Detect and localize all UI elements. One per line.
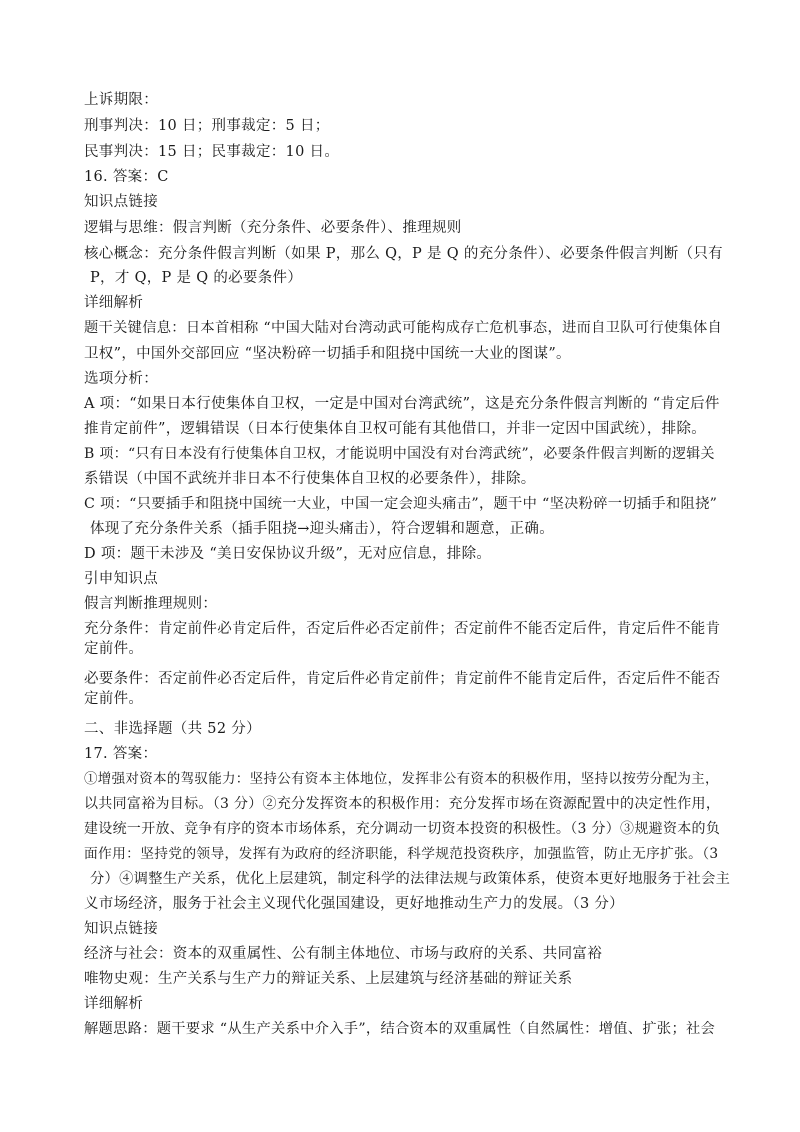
text-line: 刑事判决：10 日；刑事裁定：5 日；: [84, 118, 330, 134]
section-label: 知识点链接: [84, 921, 158, 937]
section-label: 详细解析: [84, 295, 144, 311]
section-label: 知识点链接: [84, 194, 158, 210]
text-line: 以共同富裕为目标。（3 分）②充分发挥资本的积极作用：充分发挥市场在资源配置中的决定性作用，: [84, 796, 721, 812]
answer-heading: 17. 答案：: [84, 746, 158, 762]
text-line: B 项：“只有日本没有行使集体自卫权，才能说明中国没有对台湾武统”，必要条件假言判断的逻辑关: [84, 446, 715, 462]
text-line: 推肯定前件”，逻辑错误（日本行使集体自卫权可能有其他借口，并非一定因中国武统），排除。: [84, 421, 707, 437]
section-label: 选项分析：: [84, 371, 158, 387]
section-label: 详细解析: [84, 996, 144, 1012]
section-heading: 二、非选择题（共 52 分）: [84, 721, 261, 737]
text-line: 体现了充分条件关系（插手阻挠→迎头痛击），符合逻辑和题意，正确。: [90, 521, 554, 537]
text-line: 分）④调整生产关系，优化上层建筑，制定科学的法律法规与政策体系，使资本更好地服务于社会主: [90, 871, 731, 887]
text-line: D 项：题干未涉及 “美日安保协议升级”，无对应信息，排除。: [84, 546, 492, 562]
text-line: 系错误（中国不武统并非日本不行使集体自卫权的必要条件），排除。: [84, 471, 536, 487]
text-line: 民事判决：15 日；民事裁定：10 日。: [84, 144, 340, 160]
text-line: 解题思路：题干要求 “从生产关系中介入手”，结合资本的双重属性（自然属性：增值、扩张；社会: [84, 1021, 716, 1037]
text-line: 唯物史观：生产关系与生产力的辩证关系、上层建筑与经济基础的辩证关系: [84, 971, 573, 987]
text-line: 假言判断推理规则：: [84, 596, 218, 612]
text-line: 经济与社会：资本的双重属性、公有制主体地位、市场与政府的关系、共同富裕: [84, 946, 602, 962]
text-line: 建设统一开放、竞争有序的资本市场体系，充分调动一切资本投资的积极性。（3 分）③规避资本的负: [84, 821, 721, 837]
text-line: 充分条件：肯定前件必肯定后件，否定后件必否定前件；否定前件不能否定后件，肯定后件不能肯定前件。: [84, 621, 721, 657]
text-line: 卫权”，中国外交部回应 “坚决粉碎一切插手和阻挠中国统一大业的图谋”。: [84, 346, 571, 362]
text-line: 题干关键信息：日本首相称 “中国大陆对台湾动武可能构成存亡危机事态，进而自卫队可行使集体自: [84, 320, 723, 336]
text-line: 义市场经济，服务于社会主义现代化强国建设，更好地推动生产力的发展。（3 分）: [84, 896, 624, 912]
text-line: 核心概念：充分条件假言判断（如果 P，那么 Q，P 是 Q 的充分条件）、必要条件假言判断（只有: [84, 246, 723, 262]
text-line: 逻辑与思维：假言判断（充分条件、必要条件）、推理规则: [84, 220, 462, 236]
text-line: 上诉期限：: [84, 92, 158, 108]
text-line: A 项：“如果日本行使集体自卫权，一定是中国对台湾武统”，这是充分条件假言判断的 “肯定后件: [84, 396, 720, 412]
answer-heading: 16. 答案：C: [84, 169, 169, 185]
text-line: 必要条件：否定前件必否定后件，肯定后件必肯定前件；肯定前件不能肯定后件，否定后件不能否定前件。: [84, 671, 721, 707]
text-line: 面作用：坚持党的领导，发挥有为政府的经济职能，科学规范投资秩序，加强监管，防止无序扩张。（3: [84, 846, 719, 862]
section-label: 引申知识点: [84, 571, 158, 587]
text-line: ①增强对资本的驾驭能力：坚持公有资本主体地位，发挥非公有资本的积极作用，坚持以按劳分配为主，: [84, 771, 719, 787]
text-line: C 项：“只要插手和阻挠中国统一大业，中国一定会迎头痛击”，题干中 “坚决粉碎一切插手和阻挠”: [84, 496, 718, 512]
text-line: P，才 Q，P 是 Q 的必要条件）: [90, 270, 303, 286]
